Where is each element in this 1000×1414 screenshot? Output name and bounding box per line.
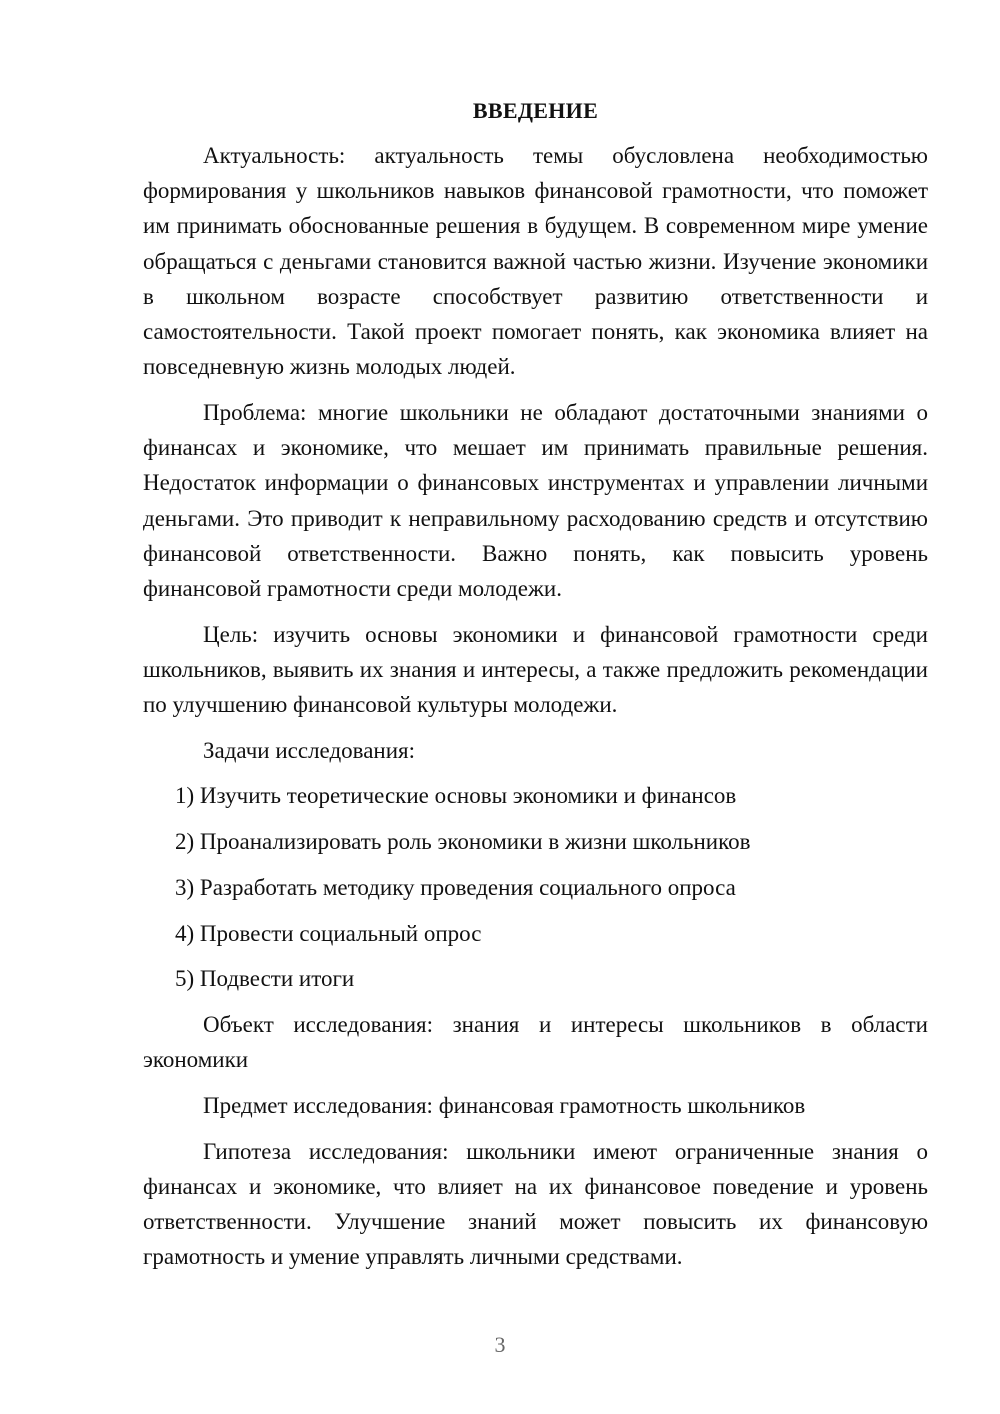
tasks-list [143, 778, 928, 996]
hypothesis-paragraph: Гипотеза исследования: школьники имеют ограниченные знания о финансах и экономике, что влияет на их финансовое поведение и уровень ответственности. Улучшение знаний может повысить их финансовую грамотность и умение управлять личными средствами. [143, 1138, 928, 1270]
task-item: 1) Изучить теоретические основы экономики и финансов [175, 783, 737, 809]
tasks-title: Задачи исследования: [203, 737, 416, 763]
relevance-paragraph: Актуальность: актуальность темы обусловлена необходимостью формирования у школьников навыков финансовой грамотности, что поможет им принимать обоснованные решения в будущем. В современном мире умение обращаться с деньгами становится важной частью жизни. Изучение экономики в школьном возрасте способствует развитию ответственности и самостоятельности. Такой проект помогает понять, как экономика влияет на повседневную жизнь молодых людей. [143, 143, 928, 380]
problem-paragraph: Проблема: многие школьники не обладают достаточными знаниями о финансах и экономике, что мешает им принимать правильные решения. Недостаток информации о финансовых инструментах и управлении личными деньгами. Это приводит к неправильному расходованию средств и отсутствию финансовой ответственности. Важно понять, как повысить уровень финансовой грамотности среди молодежи. [143, 399, 928, 601]
task-item: 3) Разработать методику проведения социального опроса [175, 874, 736, 900]
object-paragraph: Объект исследования: знания и интересы школьников в области экономики [143, 1011, 928, 1073]
task-item: 5) Подвести итоги [175, 966, 355, 992]
document-page [143, 96, 928, 1285]
subject-paragraph: Предмет исследования: финансовая грамотность школьников [203, 1092, 806, 1118]
goal-paragraph: Цель: изучить основы экономики и финансовой грамотности среди школьников, выявить их знания и интересы, а также предложить рекомендации по улучшению финансовой культуры молодежи. [143, 621, 928, 718]
page-number: 3 [494, 1332, 506, 1357]
task-item: 2) Проанализировать роль экономики в жизни школьников [175, 829, 751, 855]
section-heading: ВВЕДЕНИЕ [472, 98, 599, 123]
task-item: 4) Провести социальный опрос [175, 920, 482, 946]
